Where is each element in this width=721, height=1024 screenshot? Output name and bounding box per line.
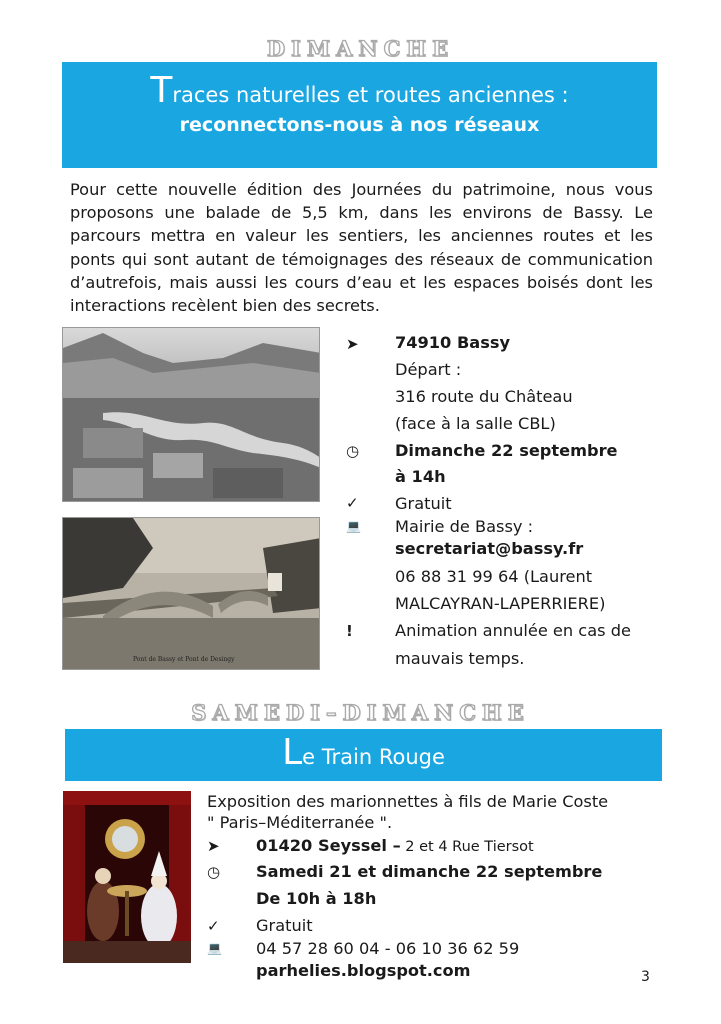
event-description: Pour cette nouvelle édition des Journées du patrimoine, nous vous proposons une balade de 5,5 km, dans les environs de Bassy. Le parcours mettra en valeur les sentiers, les anciennes routes et les ponts qui sont autant de témoignages des réseaux de communication d’autrefois, mais aussi les cours d’eau et les espaces boisés dont les interactions recèlent bien des secrets. — [70, 180, 653, 316]
event2-title: Le Train Rouge — [282, 732, 445, 773]
check-icon: ✓ — [207, 917, 220, 935]
arrow-icon: ➤ — [207, 837, 220, 855]
page-number: 3 — [641, 969, 650, 985]
event-date: Dimanche 22 septembre — [395, 441, 618, 460]
arrow-icon: ➤ — [346, 335, 359, 353]
event-location: 74910 Bassy — [395, 333, 511, 352]
depart-address: 316 route du Château — [395, 387, 573, 406]
clock-icon: ◷ — [346, 442, 360, 460]
event-info — [346, 333, 676, 673]
contact-phone: 06 88 31 99 64 (Laurent — [395, 567, 593, 586]
event2-title-banner — [65, 729, 662, 781]
event2-time: De 10h à 18h — [256, 889, 377, 908]
event-time: à 14h — [395, 467, 446, 486]
bridge-photo-caption: Pont de Bassy et Pont de Desingy — [133, 656, 235, 663]
event2-description-line1: Exposition des marionnettes à fils de Marie Coste — [207, 792, 609, 811]
warning-line1: Animation annulée en cas de — [395, 621, 631, 640]
event-title-line2: reconnectons-nous à nos réseaux — [179, 114, 540, 136]
event2-location: 01420 Seyssel – 2 et 4 Rue Tiersot — [256, 836, 534, 855]
event2-phones: 04 57 28 60 04 - 06 10 36 62 59 — [256, 939, 520, 958]
event-title-banner — [62, 62, 657, 168]
warning-line2: mauvais temps. — [395, 649, 525, 668]
valley-photo — [62, 327, 320, 502]
bridge-photo — [62, 517, 320, 670]
contact-name: MALCAYRAN-LAPERRIERE) — [395, 594, 606, 613]
event2-info — [207, 792, 687, 992]
event-price: Gratuit — [395, 494, 452, 513]
day-label-sunday: DIMANCHE — [266, 36, 455, 61]
depart-label: Départ : — [395, 360, 462, 379]
event2-website[interactable]: parhelies.blogspot.com — [256, 961, 471, 980]
depart-note: (face à la salle CBL) — [395, 414, 556, 433]
contact-email[interactable]: secretariat@bassy.fr — [395, 539, 584, 558]
event-title-line1: Traces naturelles et routes anciennes : — [150, 70, 569, 111]
contact-org: Mairie de Bassy : — [395, 517, 534, 536]
event2-price: Gratuit — [256, 916, 313, 935]
warning-icon: ! — [346, 622, 353, 640]
clock-icon: ◷ — [207, 863, 221, 881]
event2-date: Samedi 21 et dimanche 22 septembre — [256, 862, 603, 881]
computer-icon: 💻 — [207, 941, 222, 955]
day-label-weekend: SAMEDI–DIMANCHE — [191, 700, 530, 725]
puppets-photo — [63, 791, 191, 963]
check-icon: ✓ — [346, 494, 359, 512]
event2-description-line2: " Paris–Méditerranée ". — [207, 813, 393, 832]
computer-icon: 💻 — [346, 519, 361, 533]
